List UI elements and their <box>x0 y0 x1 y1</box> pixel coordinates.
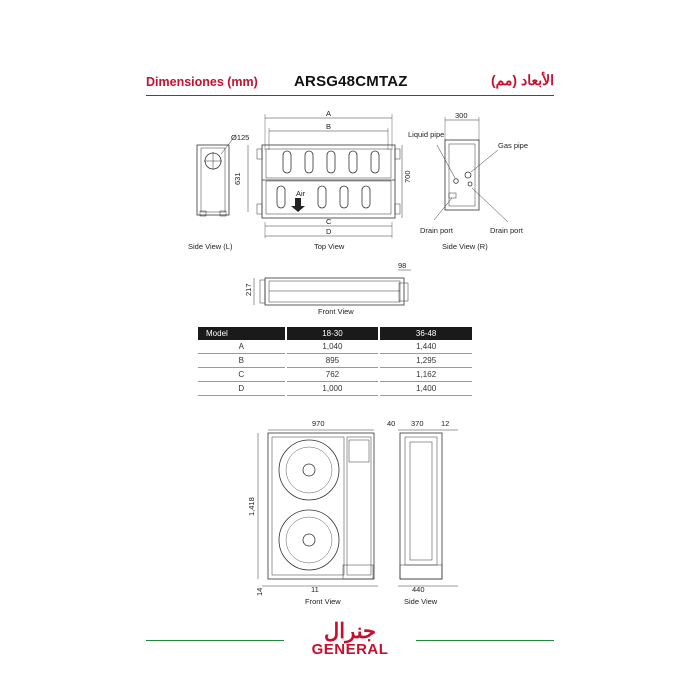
gas-pipe-label: Gas pipe <box>498 141 529 150</box>
air-label: Air <box>296 189 306 198</box>
brand-logo-english: GENERAL <box>311 641 389 658</box>
side-view-l-caption: Side View (L) <box>188 242 233 251</box>
outdoor-depth-440-label: 440 <box>412 585 425 594</box>
table-row <box>198 382 472 396</box>
dim-d-label: D <box>326 227 332 236</box>
dimensions-table <box>198 327 472 396</box>
footer-line-left <box>146 640 284 641</box>
table-header-model: Model <box>198 327 286 340</box>
outdoor-depth-40-label: 40 <box>387 419 396 428</box>
height-631-label: 631 <box>233 172 242 185</box>
table-row <box>198 368 472 382</box>
table-cell: 895 <box>286 354 380 368</box>
footer-line-right <box>416 640 554 641</box>
liquid-pipe-label: Liquid pipe <box>408 130 445 139</box>
air-arrow-icon <box>291 198 305 212</box>
side-view-right <box>434 117 508 222</box>
table-cell-model: B <box>198 354 286 368</box>
table-cell: 1,400 <box>379 382 472 396</box>
outdoor-14-label: 14 <box>255 587 264 596</box>
indoor-front-view <box>254 270 411 305</box>
outdoor-front-view <box>258 430 378 586</box>
table-header-18-30: 18-30 <box>286 327 380 340</box>
table-cell: 1,440 <box>379 340 472 354</box>
height-217-label: 217 <box>244 283 253 296</box>
height-700-label: 700 <box>403 170 412 183</box>
dimensions-title: Dimensiones (mm) <box>146 75 258 89</box>
model-title: ARSG48CMTAZ <box>294 73 408 90</box>
indoor-front-view-caption: Front View <box>318 307 354 316</box>
table-cell-model: A <box>198 340 286 354</box>
side-view-r-caption: Side View (R) <box>442 242 488 251</box>
dim-c-label: C <box>326 217 332 226</box>
width-98-label: 98 <box>398 261 407 270</box>
outdoor-depth-12-label: 12 <box>441 419 450 428</box>
table-cell: 1,162 <box>379 368 472 382</box>
top-view-caption: Top View <box>314 242 345 251</box>
outdoor-width-970-label: 970 <box>312 419 325 428</box>
outdoor-side-view <box>398 430 458 586</box>
outdoor-front-view-caption: Front View <box>305 597 341 606</box>
table-header-row <box>198 327 472 340</box>
table-cell: 1,040 <box>286 340 380 354</box>
dim-a-label: A <box>326 109 332 118</box>
top-view <box>248 114 402 238</box>
width-300-label: 300 <box>455 111 468 120</box>
dimensions-title-arabic: الأبعاد (مم) <box>490 72 554 88</box>
outdoor-side-view-caption: Side View <box>404 597 438 606</box>
brand-logo-arabic: جنرال <box>324 620 376 643</box>
outdoor-height-1418-label: 1,418 <box>247 497 256 516</box>
table-cell-model: D <box>198 382 286 396</box>
outdoor-depth-370-label: 370 <box>411 419 424 428</box>
table-cell-model: C <box>198 368 286 382</box>
table-row <box>198 340 472 354</box>
outdoor-11-label: 11 <box>311 585 319 594</box>
table-cell: 762 <box>286 368 380 382</box>
table-row <box>198 354 472 368</box>
table-header-36-48: 36-48 <box>379 327 472 340</box>
table-cell: 1,000 <box>286 382 380 396</box>
side-view-left <box>197 140 232 216</box>
drain-port-label-1: Drain port <box>420 226 453 235</box>
dim-b-label: B <box>326 122 332 131</box>
diameter-label: Ø125 <box>231 133 250 142</box>
drain-port-label-2: Drain port <box>490 226 523 235</box>
table-cell: 1,295 <box>379 354 472 368</box>
